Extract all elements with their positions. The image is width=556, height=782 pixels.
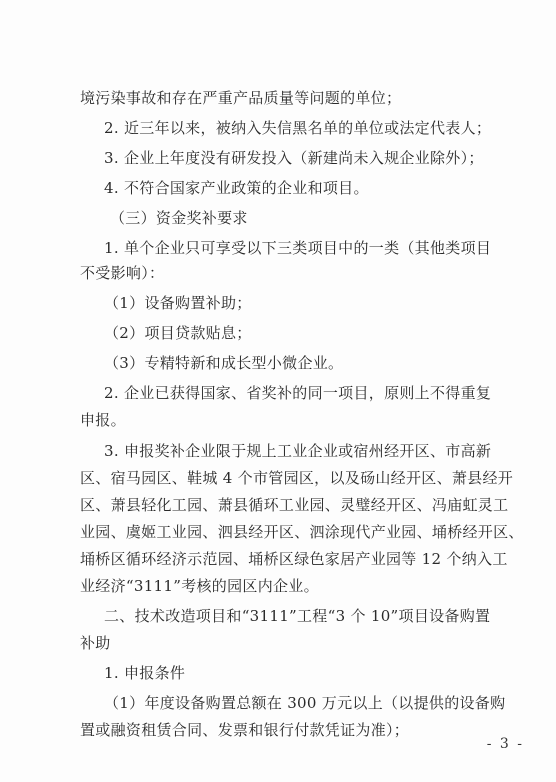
section-heading-2-cont: 补助 — [80, 634, 111, 652]
paragraph-line-3: 3. 企业上年度没有研发投入（新建尚未入规企业除外）； — [104, 149, 484, 167]
paragraph-line-2: 2. 近三年以来，被纳入失信黑名单的单位或法定代表人； — [104, 119, 492, 137]
paragraph-line-15: 区、萧县轻化工园、萧县循环工业园、灵璧经开区、冯庙虹灵工 — [80, 496, 509, 514]
page-number: - 3 - — [486, 736, 524, 752]
paragraph-line-17: 埇桥区循环经济示范园、埇桥区绿色家居产业园等 12 个纳入工 — [80, 550, 508, 568]
paragraph-line-8: （1）设备购置补助； — [104, 294, 252, 312]
section-heading-2: 二、技术改造项目和“3111”工程“3 个 10”项目设备购置 — [104, 607, 491, 625]
section-heading-3: （三）资金奖补要求 — [110, 209, 248, 227]
paragraph-line-13: 3. 申报奖补企业限于规上工业企业或宿州经开区、市高新 — [104, 442, 492, 460]
paragraph-line-23: 置或融资租赁合同、发票和银行付款凭证为准）； — [80, 721, 410, 739]
paragraph-line-10: （3）专精特新和成长型小微企业。 — [104, 354, 344, 372]
paragraph-line-1: 境污染事故和存在严重产品质量等问题的单位； — [80, 89, 402, 107]
paragraph-line-16: 业园、虞姬工业园、泗县经开区、泗涂现代产业园、埇桥经开区、 — [80, 523, 524, 541]
paragraph-line-21: 1. 申报条件 — [104, 664, 186, 682]
paragraph-line-7: 不受影响）： — [80, 264, 165, 282]
paragraph-line-4: 4. 不符合国家产业政策的企业和项目。 — [104, 179, 369, 197]
paragraph-line-9: （2）项目贷款贴息； — [104, 324, 252, 342]
paragraph-line-14: 区、宿马园区、鞋城 4 个市管园区，以及砀山经开区、萧县经开 — [80, 469, 514, 487]
paragraph-line-18: 业经济“3111”考核的园区内企业。 — [80, 577, 319, 595]
paragraph-line-11: 2. 企业已获得国家、省奖补的同一项目，原则上不得重复 — [104, 384, 492, 402]
paragraph-line-22: （1）年度设备购置总额在 300 万元以上（以提供的设备购 — [104, 694, 506, 712]
paragraph-line-6: 1. 单个企业只可享受以下三类项目中的一类（其他类项目 — [104, 239, 492, 257]
paragraph-line-12: 申报。 — [80, 411, 126, 429]
